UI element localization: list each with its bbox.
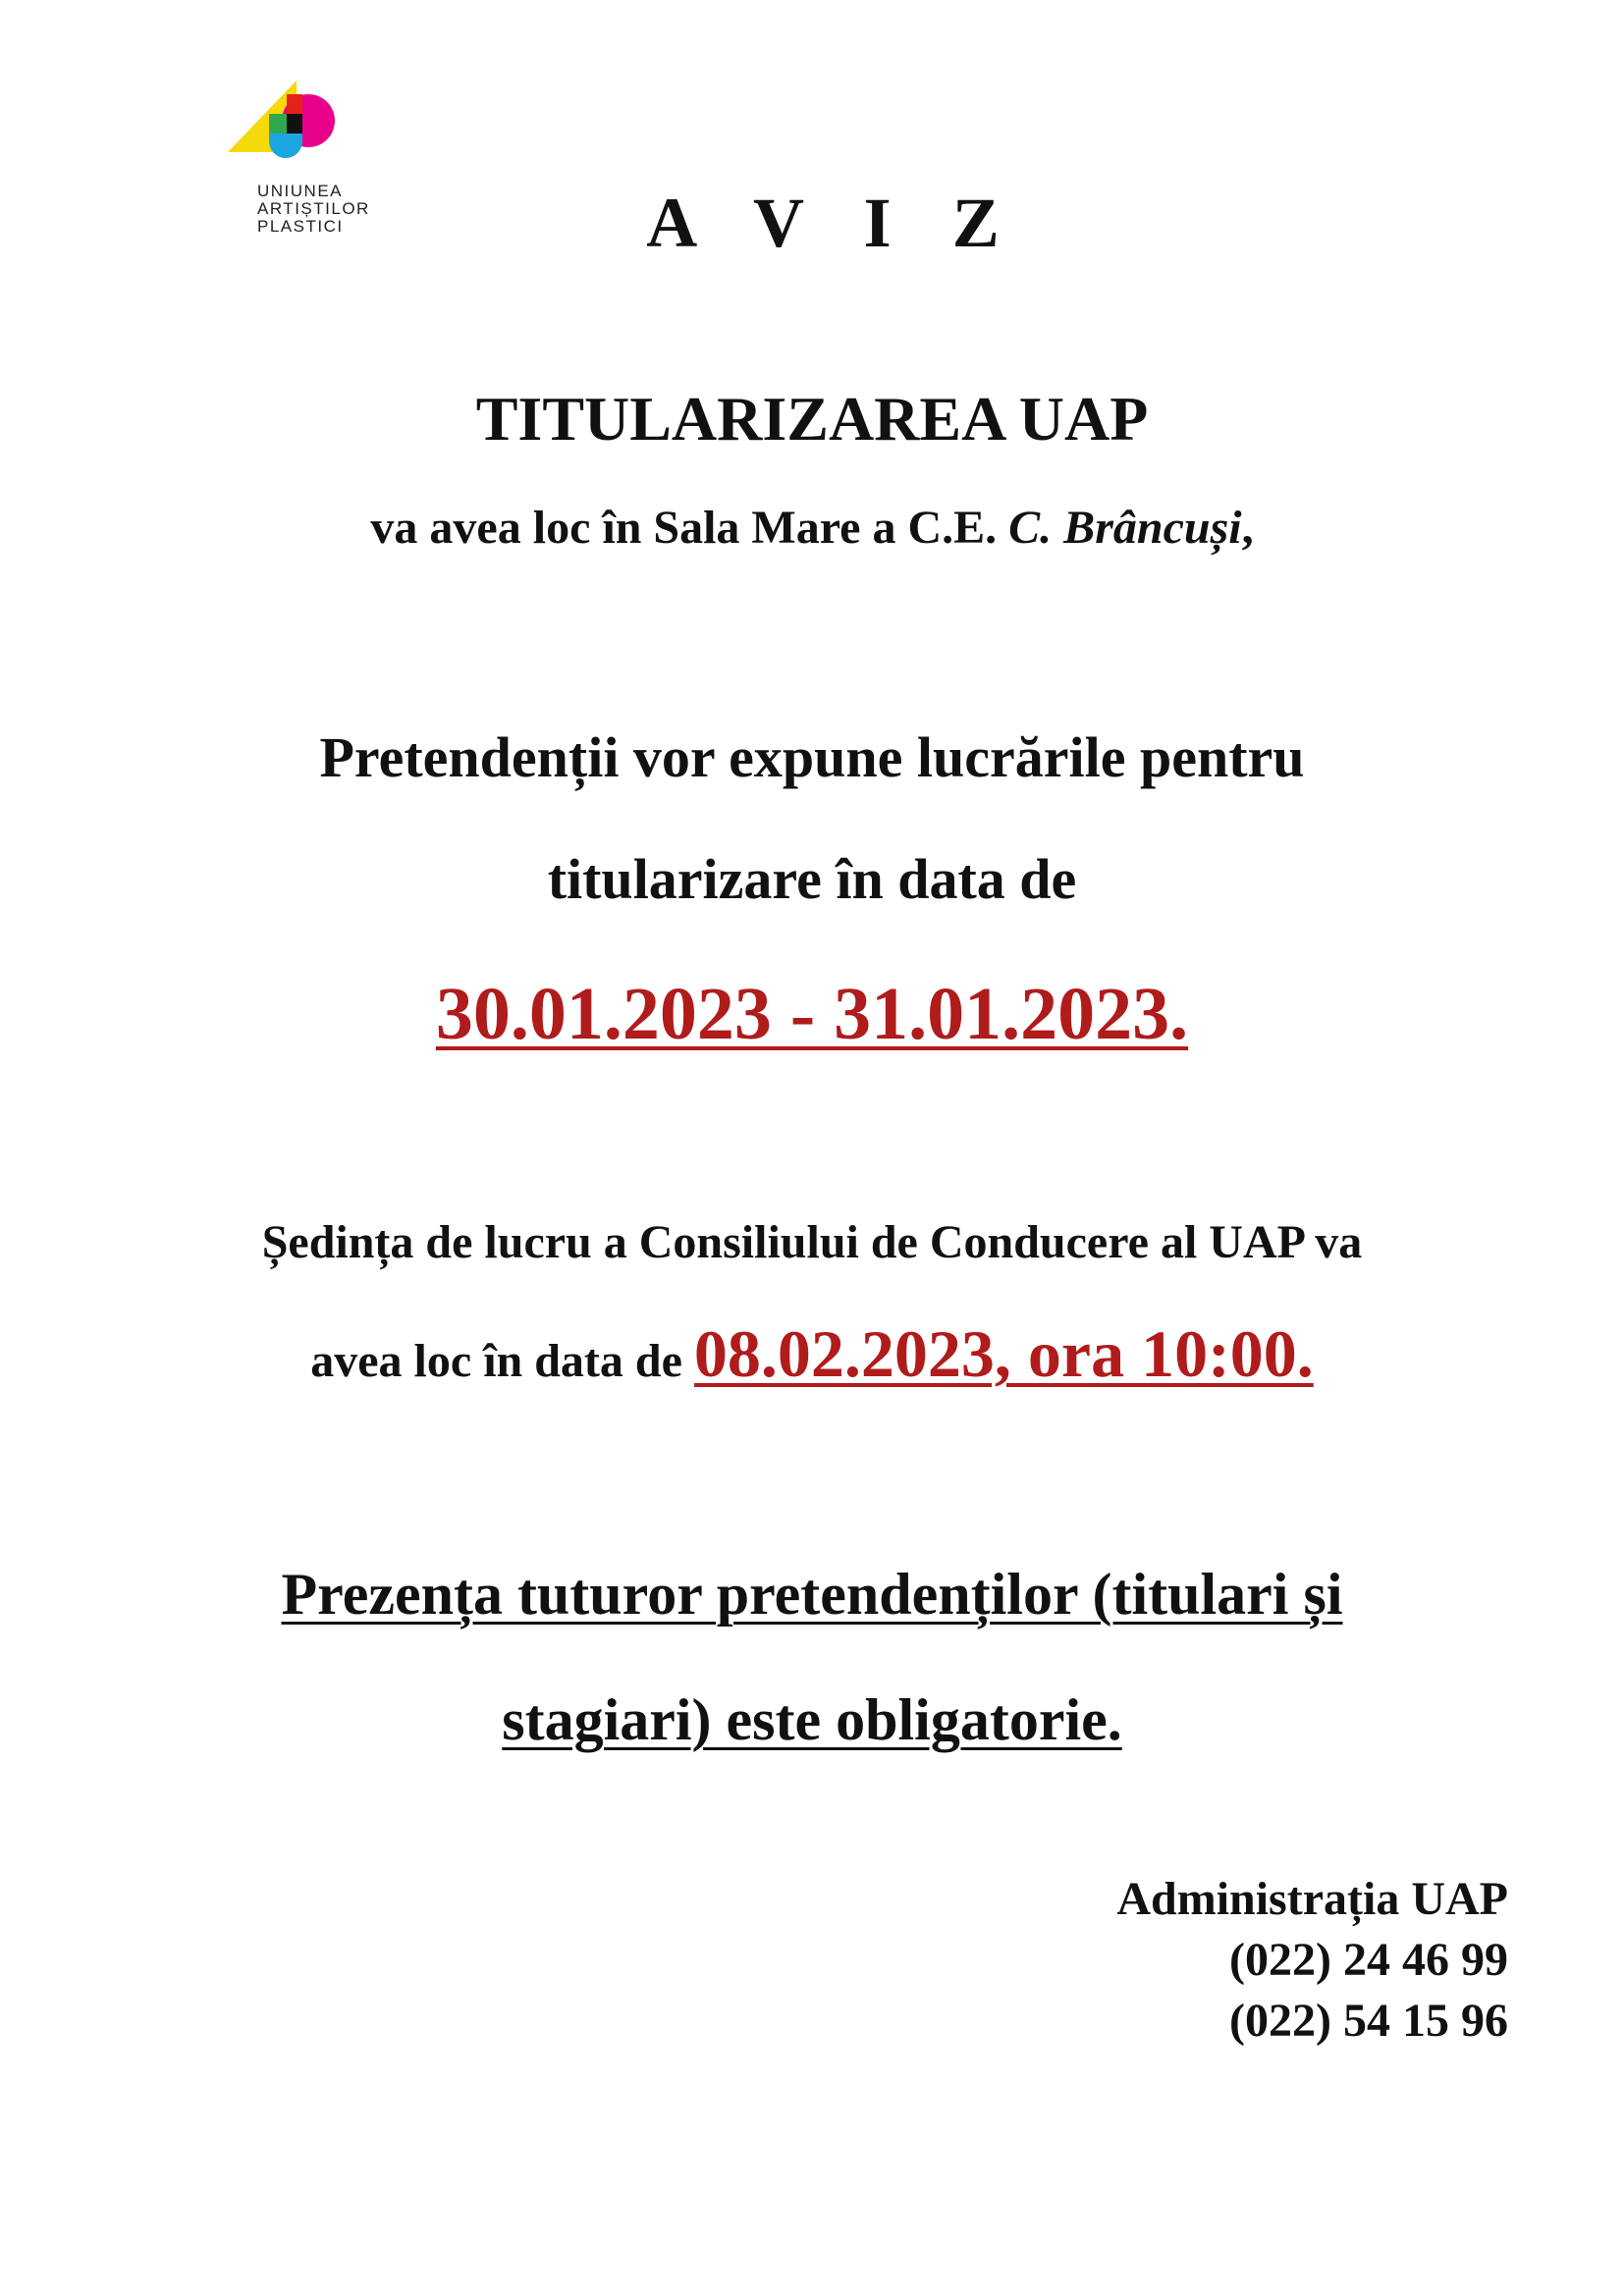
- meeting-line-2: [0, 1315, 1624, 1393]
- meeting-prefix: avea loc în data de: [310, 1335, 694, 1387]
- footer-signature-block: [1116, 1869, 1508, 2052]
- venue-name: C. Brâncuși: [1008, 502, 1242, 554]
- presence-line-2: stagiari) este obligatorie.: [502, 1687, 1122, 1752]
- venue-suffix: ,: [1241, 502, 1254, 554]
- logo-text-line-1: UNIUNEA: [257, 182, 344, 200]
- footer-signature: Administrația UAP: [1116, 1873, 1508, 1925]
- meeting-line-1: Ședința de lucru a Consiliului de Conducere al UAP va: [261, 1216, 1363, 1268]
- meeting-datetime: 08.02.2023, ora 10:00.: [693, 1316, 1314, 1391]
- exhibit-line-2: titularizare în data de: [547, 847, 1077, 911]
- venue-line: [0, 501, 1624, 555]
- exhibit-dates: 30.01.2023 - 31.01.2023.: [435, 973, 1189, 1055]
- venue-prefix: va avea loc în Sala Mare a C.E.: [370, 502, 1009, 554]
- presence-line-1: Prezența tuturor pretendenților (titulari și: [281, 1562, 1343, 1627]
- notice-title: TITULARIZAREA UAP: [475, 384, 1149, 454]
- footer-phone-2: (022) 54 15 96: [1229, 1995, 1508, 2047]
- logo-text-line-3: PLASTICI: [257, 217, 344, 236]
- uap-logo-mark-icon: [226, 77, 344, 175]
- exhibit-line-1: Pretendenții vor expune lucrările pentru: [319, 725, 1305, 789]
- notice-heading: A V I Z: [646, 184, 1021, 262]
- footer-phone-1: (022) 24 46 99: [1229, 1934, 1508, 1986]
- logo-text-line-2: ARTIȘTILOR: [257, 199, 370, 218]
